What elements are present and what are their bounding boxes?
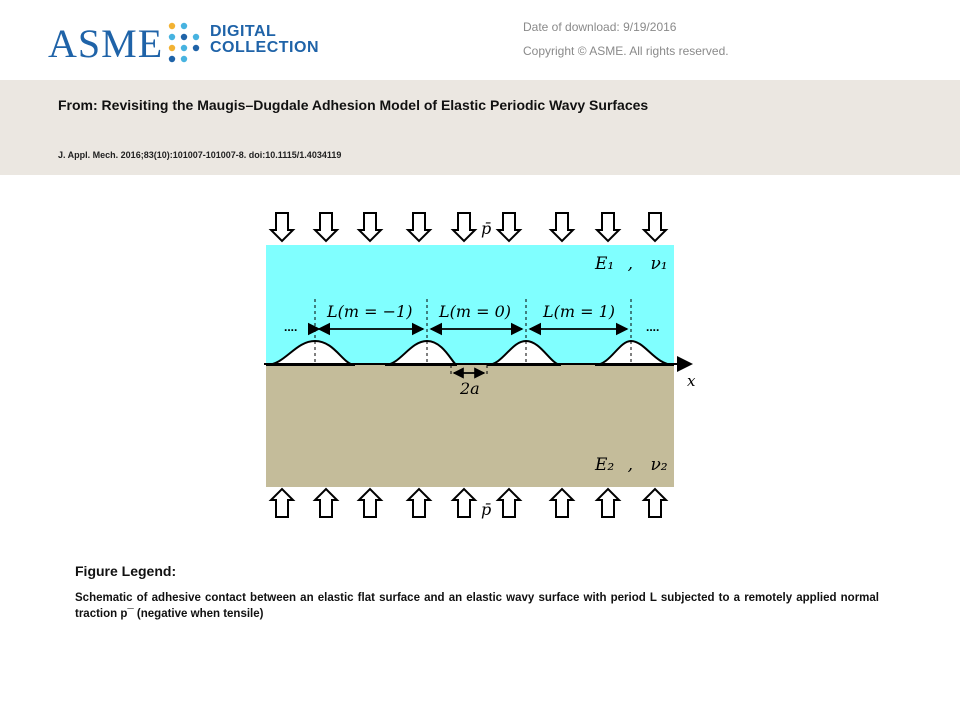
ellipsis-left: .... (284, 320, 298, 334)
download-label: Date of download: (523, 20, 620, 34)
period-label-m-neg1: L(m = −1) (327, 302, 413, 321)
bottom-traction-arrow-icon (315, 489, 337, 517)
bottom-traction-arrow-icon (453, 489, 475, 517)
top-traction-label: p̄ (481, 219, 492, 238)
top-material-nu: ν₁ (650, 254, 668, 274)
top-traction-arrow-icon (453, 213, 475, 241)
download-date-line (523, 20, 729, 44)
bottom-traction-arrow-icon (498, 489, 520, 517)
article-title: From: Revisiting the Maugis–Dugdale Adhesion Model of Elastic Periodic Wavy Surfaces (58, 97, 649, 113)
top-traction-arrow-icon (315, 213, 337, 241)
bottom-material-label (594, 455, 668, 475)
bottom-traction-arrows (271, 489, 666, 517)
contact-width-label: 2a (460, 379, 480, 398)
top-traction-arrows (271, 213, 666, 241)
bottom-material-nu: ν₂ (650, 455, 668, 475)
top-material-E: E₁ (595, 254, 615, 274)
top-traction-arrow-icon (408, 213, 430, 241)
logo-asme-text: ASME (48, 21, 164, 66)
x-axis-label: x (687, 372, 696, 390)
bottom-material-E: E₂ (595, 455, 615, 475)
top-material-label (594, 254, 668, 274)
bottom-traction-arrow-icon (644, 489, 666, 517)
top-traction-arrow-icon (597, 213, 619, 241)
schematic-figure (255, 205, 710, 525)
article-citation[interactable]: J. Appl. Mech. 2016;83(10):101007-101007-8. doi:10.1115/1.4034119 (58, 150, 342, 160)
figure-legend-text: Schematic of adhesive contact between an elastic flat surface and an elastic wavy surface with period L subjected to a remotely applied normal traction p¯ (negative when tensile) (75, 592, 879, 620)
download-meta (523, 20, 729, 68)
logo-dots-icon (164, 20, 204, 64)
top-traction-arrow-icon (359, 213, 381, 241)
period-label-m-1: L(m = 1) (543, 302, 616, 321)
bottom-traction-arrow-icon (551, 489, 573, 517)
logo-digital-text: DIGITAL (210, 23, 277, 40)
logo-collection-text: COLLECTION (210, 39, 319, 56)
download-date: 9/19/2016 (623, 20, 677, 34)
bottom-material-sep: , (627, 455, 634, 475)
top-traction-arrow-icon (644, 213, 666, 241)
bottom-traction-arrow-icon (271, 489, 293, 517)
ellipsis-right: .... (646, 320, 660, 334)
asme-logo (48, 10, 328, 70)
top-traction-arrow-icon (271, 213, 293, 241)
bottom-traction-label: p̄ (481, 500, 492, 519)
copyright-line: Copyright © ASME. All rights reserved. (523, 44, 729, 58)
logo-digital-collection (210, 24, 319, 56)
period-label-m-0: L(m = 0) (439, 302, 512, 321)
top-material-sep: , (627, 254, 634, 274)
bottom-traction-arrow-icon (359, 489, 381, 517)
article-band (0, 80, 960, 175)
top-traction-arrow-icon (551, 213, 573, 241)
figure-legend-title: Figure Legend: (75, 563, 177, 579)
top-traction-arrow-icon (498, 213, 520, 241)
bottom-traction-arrow-icon (408, 489, 430, 517)
bottom-traction-arrow-icon (597, 489, 619, 517)
